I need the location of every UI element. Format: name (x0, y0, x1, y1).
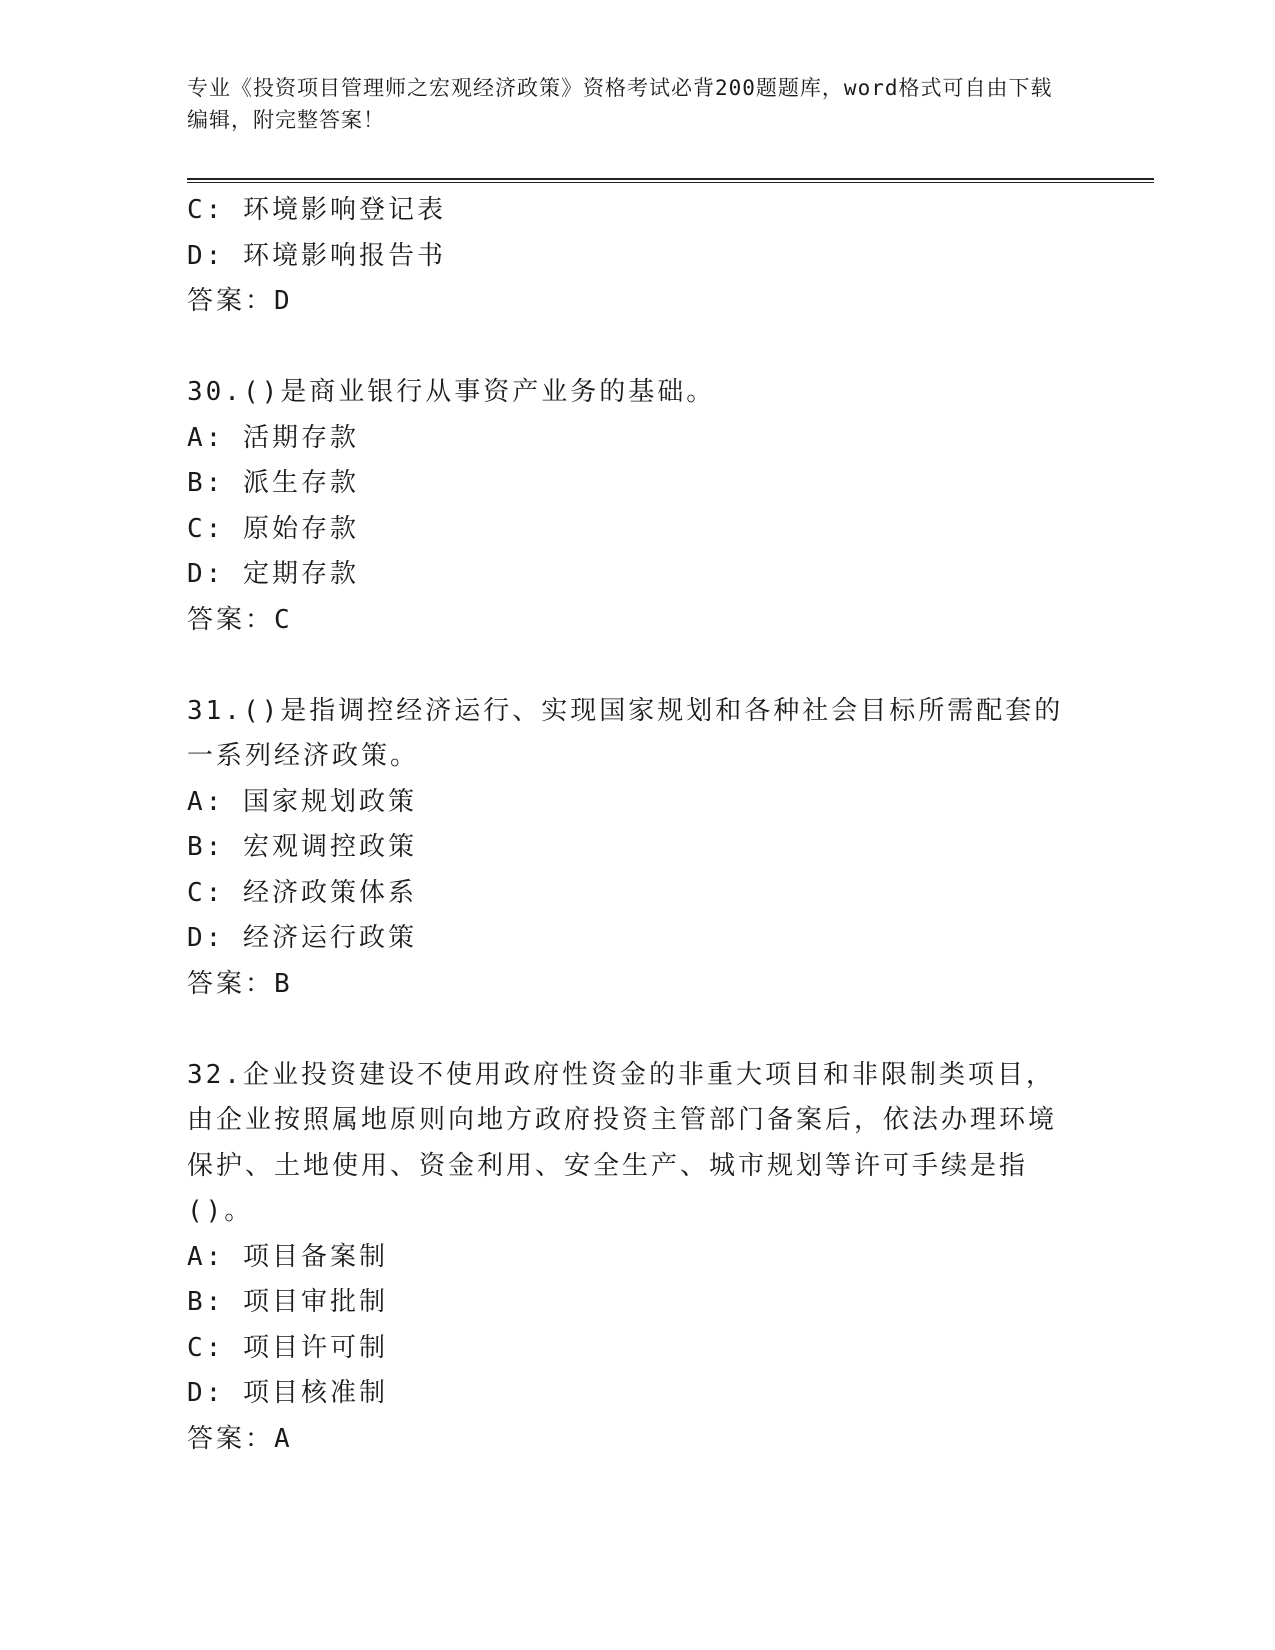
option-a (187, 1235, 1087, 1281)
question-block-30 (187, 370, 1087, 643)
option-a (187, 780, 1087, 826)
option-letter: A: (187, 1241, 225, 1272)
spacer (187, 643, 1087, 689)
option-b (187, 825, 1087, 871)
option-text: 宏观调控政策 (242, 832, 417, 862)
option-letter: B: (187, 1287, 225, 1317)
option-letter: C: (187, 877, 225, 908)
option-a (187, 416, 1087, 462)
option-letter: C: (187, 513, 225, 544)
option-d (187, 916, 1087, 962)
option-c (187, 871, 1087, 917)
option-text: 派生存款 (242, 468, 359, 498)
question-text: 31.()是指调控经济运行、实现国家规划和各种社会目标所需配套的一系列经济政策。 (187, 695, 1064, 771)
spacer (187, 325, 1087, 371)
answer-line: 答案：B (187, 968, 293, 999)
option-d (187, 552, 1087, 598)
question-block-29-tail (187, 188, 1087, 325)
option-text: 经济运行政策 (242, 923, 417, 953)
option-b (187, 461, 1087, 507)
option-letter: D: (187, 1378, 225, 1408)
option-text: 项目核准制 (242, 1378, 388, 1408)
option-c (187, 188, 1087, 234)
question-text: 30.()是商业银行从事资产业务的基础。 (187, 377, 716, 407)
option-text: 原始存款 (242, 513, 359, 544)
option-text: 项目审批制 (242, 1287, 388, 1317)
option-letter: C: (187, 195, 225, 225)
option-c (187, 507, 1087, 553)
answer-line: 答案：A (187, 1423, 293, 1454)
question-list (187, 188, 1087, 1462)
option-letter: A: (187, 786, 225, 817)
option-letter: A: (187, 422, 225, 453)
option-text: 项目许可制 (242, 1332, 388, 1363)
document-header: 专业《投资项目管理师之宏观经济政策》资格考试必背200题题库，word格式可自由下载编辑，附完整答案！ (187, 76, 1053, 132)
option-letter: B: (187, 832, 225, 862)
option-text: 活期存款 (242, 422, 359, 453)
option-letter: B: (187, 468, 225, 498)
question-text: 32.企业投资建设不使用政府性资金的非重大项目和非限制类项目，由企业按照属地原则向地方政府投资主管部门备案后，依法办理环境保护、土地使用、资金利用、安全生产、城市规划等许可手续是指()。 (187, 1059, 1058, 1226)
option-d (187, 234, 1087, 280)
option-text: 环境影响报告书 (242, 240, 446, 271)
option-text: 经济政策体系 (242, 877, 417, 908)
question-block-32 (187, 1053, 1087, 1463)
header-divider (187, 178, 1154, 183)
answer-line: 答案：D (187, 286, 293, 316)
option-letter: D: (187, 923, 225, 953)
option-c (187, 1326, 1087, 1372)
option-text: 项目备案制 (242, 1241, 388, 1272)
option-letter: D: (187, 240, 225, 271)
question-block-31 (187, 689, 1087, 1008)
answer-line: 答案：C (187, 604, 293, 635)
spacer (187, 1007, 1087, 1053)
option-d (187, 1371, 1087, 1417)
option-text: 环境影响登记表 (242, 195, 446, 225)
option-text: 国家规划政策 (242, 786, 417, 817)
option-text: 定期存款 (242, 559, 359, 589)
option-letter: D: (187, 559, 225, 589)
option-letter: C: (187, 1332, 225, 1363)
option-b (187, 1280, 1087, 1326)
